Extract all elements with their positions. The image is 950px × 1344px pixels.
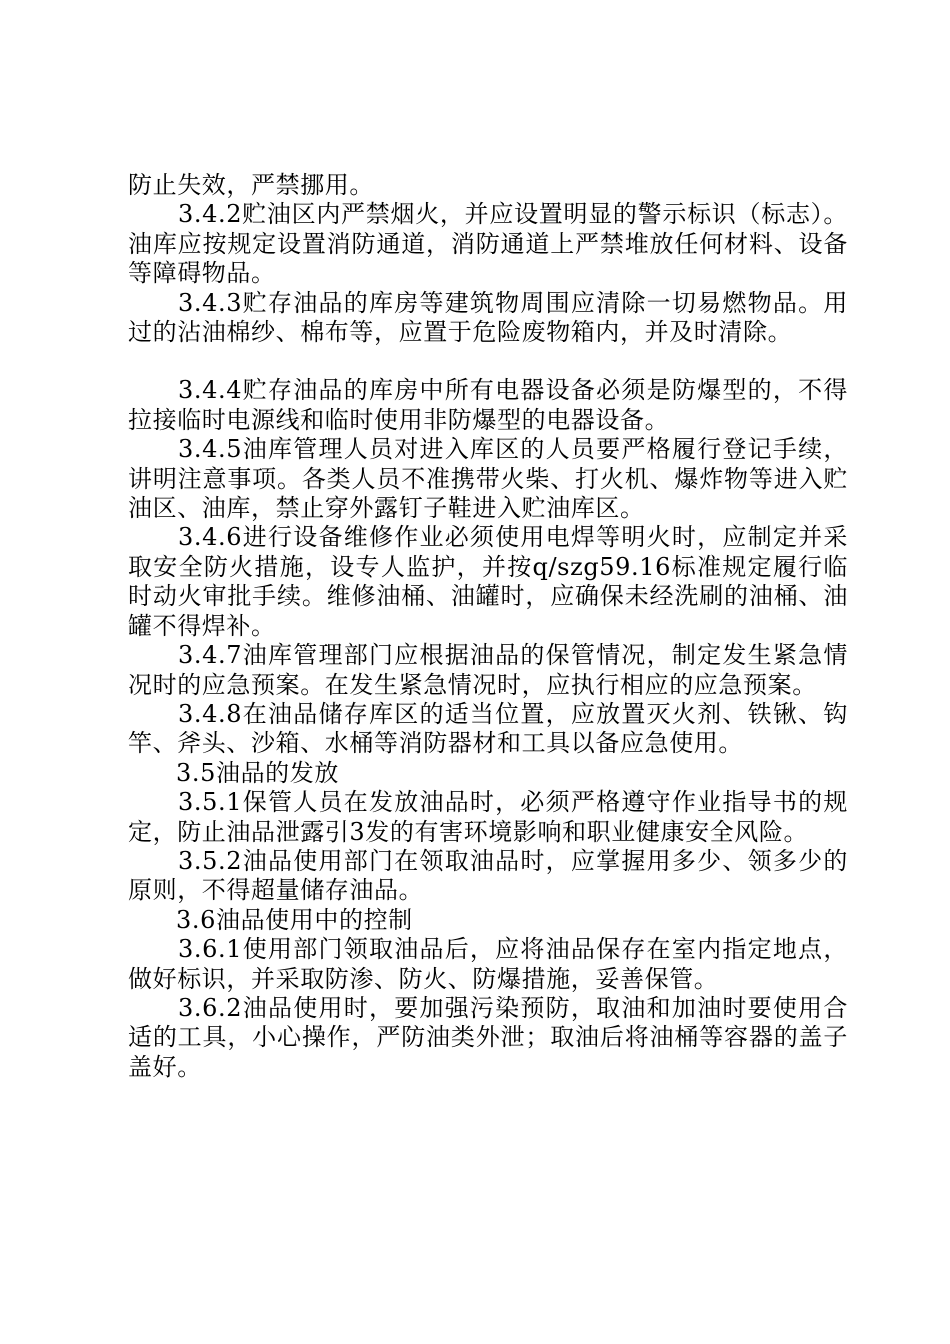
section-heading-3-5: 3.5油品的发放 [176,758,339,787]
paragraph-3-4-2: 3.4.2贮油区内严禁烟火，并应设置明显的警示标识（标志）。油库应按规定设置消防通道，消防通道上严禁堆放任何材料、设备等障碍物品。 [128,200,848,288]
paragraph-3-5-1: 3.5.1保管人员在发放油品时，必须严格遵守作业指导书的规定，防止油品泄露引3发的有害环境影响和职业健康安全风险。 [128,788,848,846]
paragraph-3-4-5: 3.4.5油库管理人员对进入库区的人员要严格履行登记手续，讲明注意事项。各类人员不准携带火柴、打火机、爆炸物等进入贮油区、油库，禁止穿外露钉子鞋进入贮油库区。 [128,435,848,523]
paragraph-3-5-2: 3.5.2油品使用部门在领取油品时，应掌握用多少、领多少的原则，不得超量储存油品。 [128,846,848,905]
paragraph-3-4-8: 3.4.8在油品储存库区的适当位置，应放置灭火剂、铁锹、钩竿、斧头、沙箱、水桶等消防器材和工具以备应急使用。 [128,699,848,758]
paragraph-3-4-3: 3.4.3贮存油品的库房等建筑物周围应清除一切易燃物品。用过的沾油棉纱、棉布等，应置于危险废物箱内，并及时清除。 [128,288,848,347]
section-heading-3-6: 3.6油品使用中的控制 [176,905,413,934]
paragraph-3-6-1: 3.6.1使用部门领取油品后，应将油品保存在室内指定地点，做好标识，并采取防渗、防火、防爆措施，妥善保管。 [128,935,848,993]
paragraph-continuation: 防止失效，严禁挪用。 [128,171,374,199]
blank-line [128,347,848,376]
document-body [128,171,848,1082]
paragraph-3-4-7: 3.4.7油库管理部门应根据油品的保管情况，制定发生紧急情况时的应急预案。在发生紧急情况时，应执行相应的应急预案。 [128,641,848,699]
paragraph-3-6-2: 3.6.2油品使用时，要加强污染预防，取油和加油时要使用合适的工具，小心操作，严防油类外泄；取油后将油桶等容器的盖子盖好。 [128,993,848,1081]
paragraph-3-4-4: 3.4.4贮存油品的库房中所有电器设备必须是防爆型的，不得拉接临时电源线和临时使用非防爆型的电器设备。 [128,376,848,434]
paragraph-3-4-6: 3.4.6进行设备维修作业必须使用电焊等明火时，应制定并采取安全防火措施，设专人监护，并按q/szg59.16标准规定履行临时动火审批手续。维修油桶、油罐时，应确保未经洗刷的油桶、油罐不得焊补。 [128,523,848,640]
